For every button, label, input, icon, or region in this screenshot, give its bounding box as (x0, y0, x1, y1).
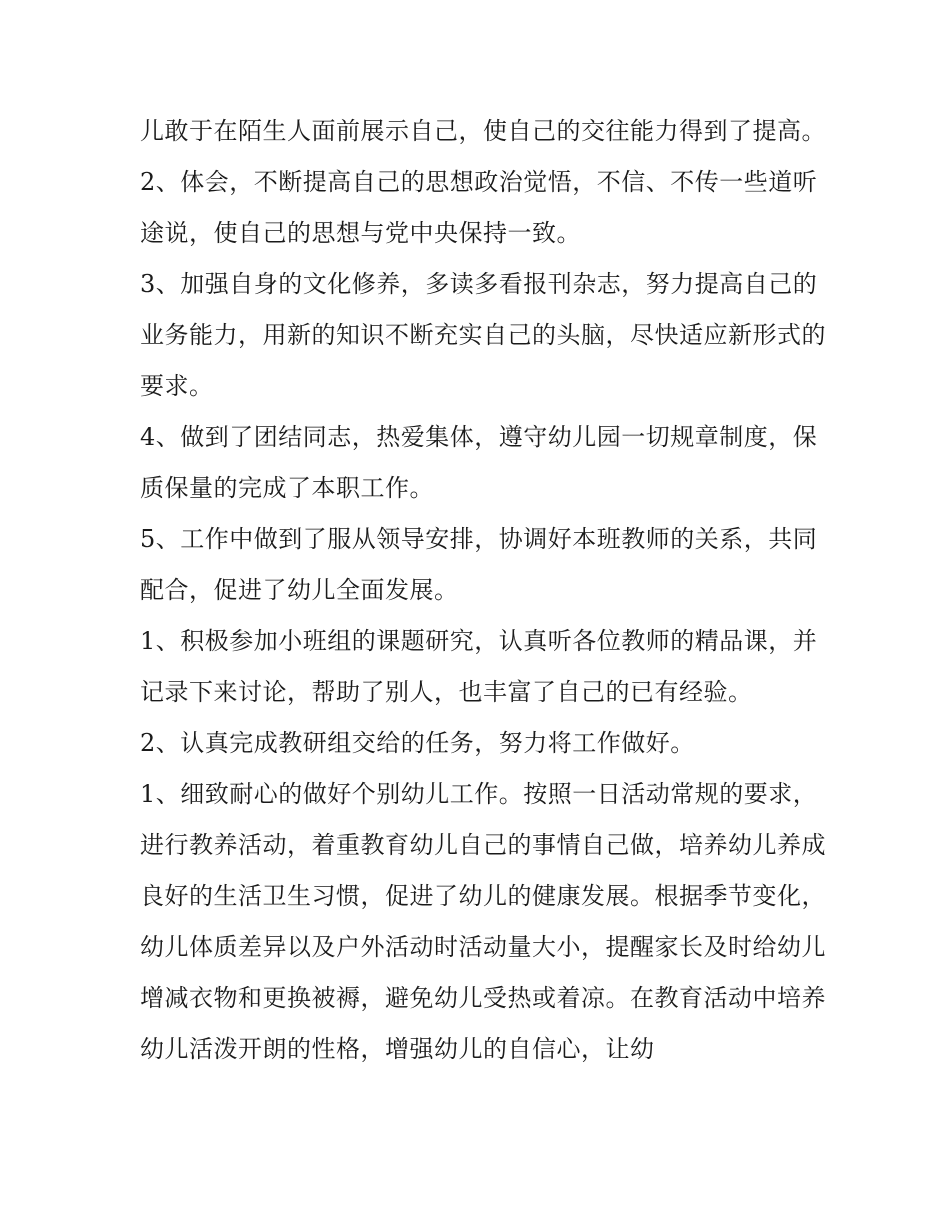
paragraph-5: 5、工作中做到了服从领导安排，协调好本班教师的关系，共同配合，促进了幼儿全面发展。 (140, 525, 818, 604)
paragraph-7: 2、认真完成教研组交给的任务，努力将工作做好。 (140, 729, 695, 757)
paragraph-2: 2、体会，不断提高自己的思想政治觉悟，不信、不传一些道听途说，使自己的思想与党中央保持一致。 (140, 168, 818, 247)
paragraph-4: 4、做到了团结同志，热爱集体，遵守幼儿园一切规章制度，保质保量的完成了本职工作。 (140, 423, 818, 502)
paragraph-1: 儿敢于在陌生人面前展示自己，使自己的交往能力得到了提高。 (140, 117, 826, 145)
paragraph-3: 3、加强自身的文化修养，多读多看报刊杂志，努力提高自己的业务能力，用新的知识不断充实自己的头脑，尽快适应新形式的要求。 (140, 270, 826, 400)
document-body (140, 106, 830, 1075)
paragraph-8: 1、细致耐心的做好个别幼儿工作。按照一日活动常规的要求，进行教养活动，着重教育幼儿自己的事情自己做，培养幼儿养成良好的生活卫生习惯，促进了幼儿的健康发展。根据季节变化，幼儿体质差异以及户外活动时活动量大小，提醒家长及时给幼儿增减衣物和更换被褥，避免幼儿受热或着凉。在教育活动中培养幼儿活泼开朗的性格，增强幼儿的自信心，让幼 (140, 780, 826, 1063)
paragraph-6: 1、积极参加小班组的课题研究，认真听各位教师的精品课，并记录下来讨论，帮助了别人，也丰富了自己的已有经验。 (140, 627, 818, 706)
